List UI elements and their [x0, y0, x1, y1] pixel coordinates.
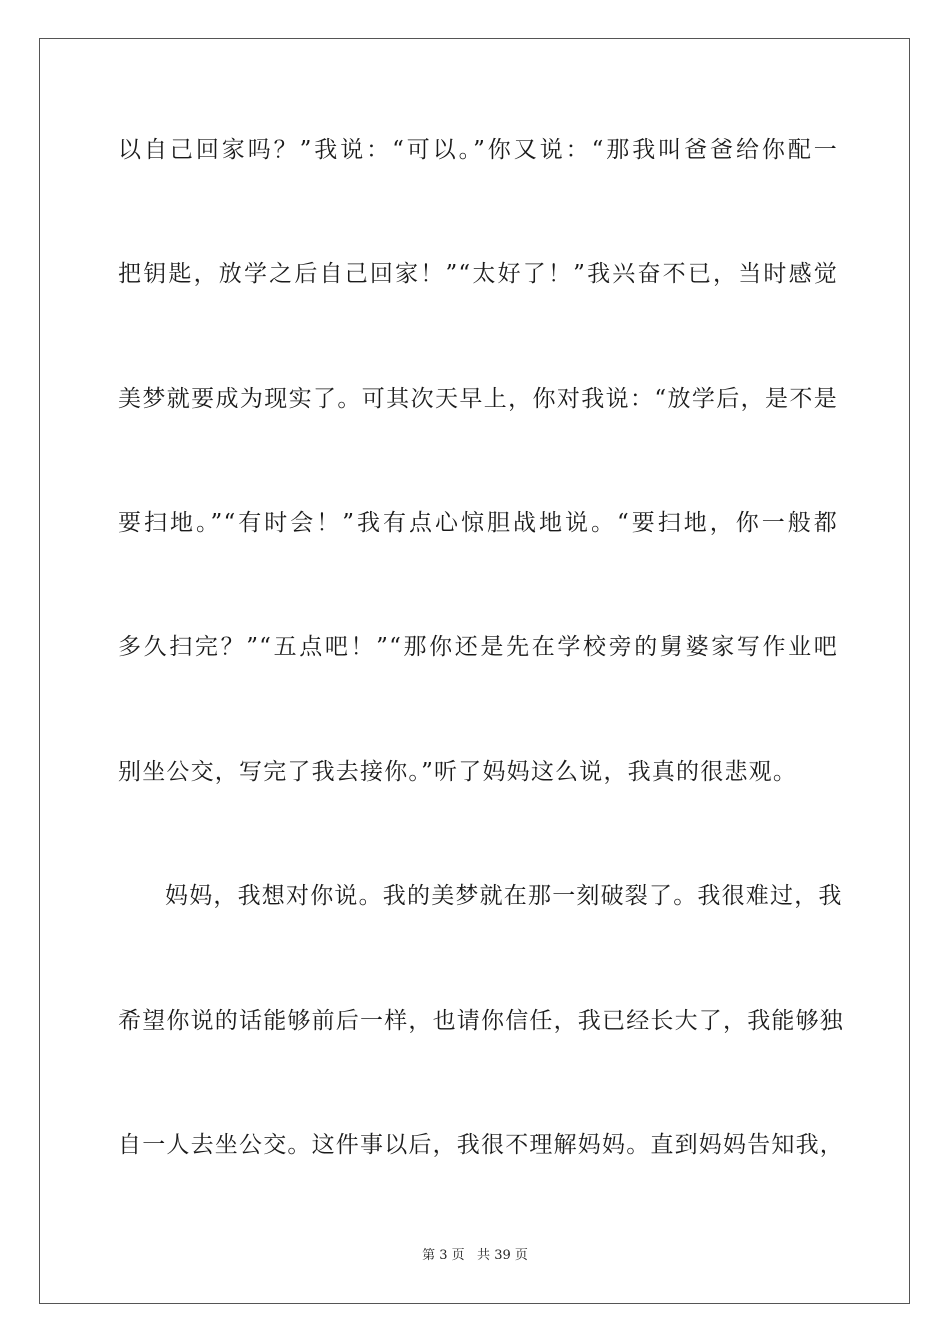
- body-line-1: 以自己回家吗？”我说：“可以。”你又说：“那我叫爸爸给你配一: [118, 137, 838, 163]
- page-frame: [39, 38, 910, 1304]
- body-line-3: 美梦就要成为现实了。可其次天早上，你对我说：“放学后，是不是: [118, 386, 838, 412]
- body-line-4: 要扫地。”“有时会！”我有点心惊胆战地说。“要扫地，你一般都: [118, 510, 838, 536]
- body-line-9: 自一人去坐公交。这件事以后，我很不理解妈妈。直到妈妈告知我，: [118, 1132, 844, 1158]
- body-line-7-paragraph-start: 妈妈，我想对你说。我的美梦就在那一刻破裂了。我很难过，我: [165, 883, 843, 909]
- body-line-6: 别坐公交，写完了我去接你。”听了妈妈这么说，我真的很悲观。: [118, 759, 798, 785]
- body-line-2: 把钥匙，放学之后自己回家！”“太好了！”我兴奋不已，当时感觉: [118, 261, 838, 287]
- page-number-footer: 第 3 页 共 39 页: [422, 1248, 528, 1263]
- body-line-5: 多久扫完？”“五点吧！”“那你还是先在学校旁的舅婆家写作业吧: [118, 634, 838, 660]
- body-line-8: 希望你说的话能够前后一样，也请你信任，我已经长大了，我能够独: [118, 1008, 844, 1034]
